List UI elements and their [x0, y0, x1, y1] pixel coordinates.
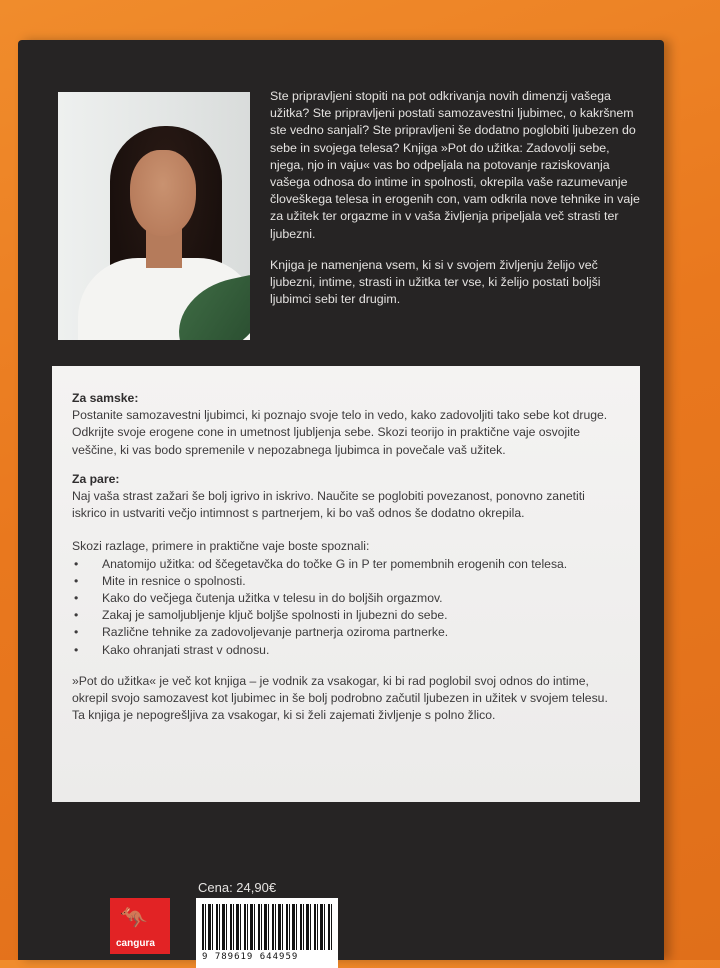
couples-heading: Za pare:: [72, 471, 120, 486]
publisher-logo: [110, 898, 170, 954]
intro-paragraph-1: Ste pripravljeni stopiti na pot odkrivanja novih dimenzij vašega užitka? Ste pripravljeni postati samozavestni ljubimec, o kakršnem ste vedno sanjali? Ste pripravljeni še dodatno poglobiti ljubezen do sebe in svojega telesa? Knjiga »Pot do užitka: Zadovolji sebe, njega, njo in vaju« vas bo odpeljala na potovanje raziskovanja vašega odnosa do intime in spolnosti, okrepila vaše razumevanje človeškega telesa in erogenih con, vam odkrila nove tehnike in vaje za užitek ter orgazme in v vaša življenja pripeljala več strasti ter ljubezni.: [270, 89, 640, 241]
kangaroo-icon: 🦘: [120, 905, 148, 930]
isbn-number: 9 789619 644959: [202, 952, 299, 962]
intro-text-block: [270, 88, 642, 322]
singles-text: Postanite samozavestni ljubimci, ki poznajo svoje telo in vedo, kako zadovoljiti tako sebe kot druge. Odkrijte svoje erogene cone in umetnost ljubljenja sebe. Skozi teorijo in praktične vaje osvojite veščine, ki vas bodo spremenile v nepozabnega ljubimca in povečale vaš užitek.: [72, 408, 608, 457]
list-item: • Kako ohranjati strast v odnosu.: [72, 642, 618, 659]
description-panel: [52, 366, 640, 802]
barcode-bars: [202, 904, 332, 950]
list-item: • Kako do večjega čutenja užitka v telesu in do boljših orgazmov.: [72, 590, 618, 607]
photo-face: [130, 150, 196, 236]
publisher-name: cangura: [116, 938, 155, 949]
intro-paragraph-2: Knjiga je namenjena vsem, ki si v svojem življenju želijo več ljubezni, intime, strasti in užitka ter vse, ki želijo postati boljši ljubimci sebi ter drugim.: [270, 257, 601, 307]
couples-text: Naj vaša strast zažari še bolj igrivo in iskrivo. Naučite se poglobiti povezanost, ponovno zanetiti iskrico in ustvariti večjo intimnost s partnerjem, ki bo vaš odnos še dodatno okrepila.: [72, 489, 585, 521]
list-item: • Mite in resnice o spolnosti.: [72, 573, 618, 590]
list-item: • Različne tehnike za zadovoljevanje partnerja oziroma partnerke.: [72, 624, 618, 641]
closing-paragraph: »Pot do užitka« je več kot knjiga – je vodnik za vsakogar, ki bi rad poglobil svoj odnos do intime, okrepil svojo samozavest kot ljubimec in še bolj podrobno začutil ljubezen in užitek v svojem telesu. Ta knjiga je nepogrešljiva za vsakogar, ki si želi zajemati življenje s polno žlico.: [72, 673, 608, 723]
price-label: Cena: 24,90€: [198, 880, 277, 895]
list-item: • Zakaj je samoljubljenje ključ boljše spolnosti in ljubezni do sebe.: [72, 607, 618, 624]
topics-list: [72, 556, 618, 659]
author-photo: [58, 92, 250, 340]
barcode: [196, 898, 338, 968]
singles-heading: Za samske:: [72, 391, 139, 405]
list-item: • Anatomijo užitka: od ščegetavčka do točke G in P ter pomembnih erogenih con telesa.: [72, 556, 618, 573]
list-intro: Skozi razlage, primere in praktične vaje boste spoznali:: [72, 539, 370, 554]
